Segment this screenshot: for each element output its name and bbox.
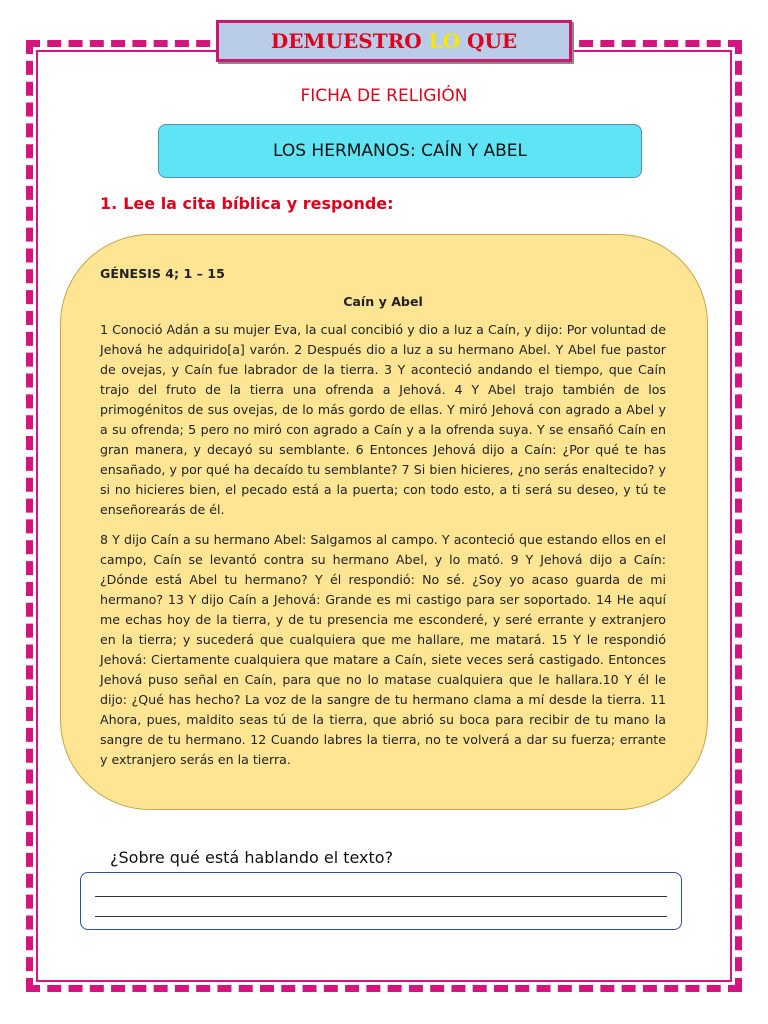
- banner-text-part2: LO: [428, 29, 461, 53]
- answer-box[interactable]: [80, 872, 682, 930]
- banner-text-part3: QUE: [460, 29, 518, 53]
- bible-reference: GÉNESIS 4; 1 – 15: [100, 266, 225, 281]
- reading-title: Caín y Abel: [343, 294, 423, 309]
- topic-box: [158, 124, 642, 178]
- reading-paragraph-1: 1 Conoció Adán a su mujer Eva, la cual concibió y dio a luz a Caín, y dijo: Por voluntad de Jehová he adquirido[a] varón. 2 Después dio a luz a su hermano Abel. Y Abel fue pastor de ovejas, y Caín fue labrador de la tierra. 3 Y aconteció andando el tiempo, que Caín trajo del fruto de la tierra una ofrenda a Jehová. 4 Y Abel trajo también de los primogénitos de sus ovejas, de lo más gordo de ellas. Y miró Jehová con agrado a Abel y a su ofrenda; 5 pero no miró con agrado a Caín y a la ofrenda suya. Y se ensañó Caín en gran manera, y decayó su semblante. 6 Entonces Jehová dijo a Caín: ¿Por qué te has ensañado, y por qué ha decaído tu semblante? 7 Si bien hicieres, ¿no serás enaltecido? y si no hicieres bien, el pecado está a la puerta; con todo esto, a ti será su deseo, y tú te enseñorearás de él.: [100, 322, 666, 517]
- topic-title: LOS HERMANOS: CAÍN Y ABEL: [272, 141, 528, 161]
- question-1-number: 1.: [100, 194, 118, 213]
- sheet-title: FICHA DE RELIGIÓN: [300, 86, 468, 106]
- reading-content: [100, 264, 666, 780]
- question-1-text: Lee la cita bíblica y responde:: [123, 194, 394, 213]
- reading-paragraph-2: 8 Y dijo Caín a su hermano Abel: Salgamos al campo. Y aconteció que estando ellos en el campo, Caín se levantó contra su hermano Abel, y lo mató. 9 Y Jehová dijo a Caín: ¿Dónde está Abel tu hermano? Y él respondió: No sé. ¿Soy yo acaso guarda de mi hermano? 13 Y dijo Caín a Jehová: Grande es mi castigo para ser soportado. 14 He aquí me echas hoy de la tierra, y de tu presencia me esconderé, y seré errante y extranjero en la tierra; y sucederá que cualquiera que me hallare, me matará. 15 Y le respondió Jehová: Ciertamente cualquiera que matare a Caín, siete veces será castigado. Entonces Jehová puso señal en Caín, para que no lo matase cualquiera que le hallara.10 Y él le dijo: ¿Qué has hecho? La voz de la sangre de tu hermano clama a mí desde la tierra. 11 Ahora, pues, maldito seas tú de la tierra, que abrió su boca para recibir de tu mano la sangre de tu hermano. 12 Cuando labres la tierra, no te volverá a dar su fuerza; errante y extranjero serás en la tierra.: [100, 532, 666, 767]
- banner-text-part1: DEMUESTRO: [270, 29, 429, 53]
- question-2: ¿Sobre qué está hablando el texto?: [110, 848, 394, 867]
- answer-line-1[interactable]: [95, 896, 667, 897]
- title-banner: [216, 20, 572, 62]
- answer-line-2[interactable]: [95, 916, 667, 917]
- question-1: [100, 194, 394, 213]
